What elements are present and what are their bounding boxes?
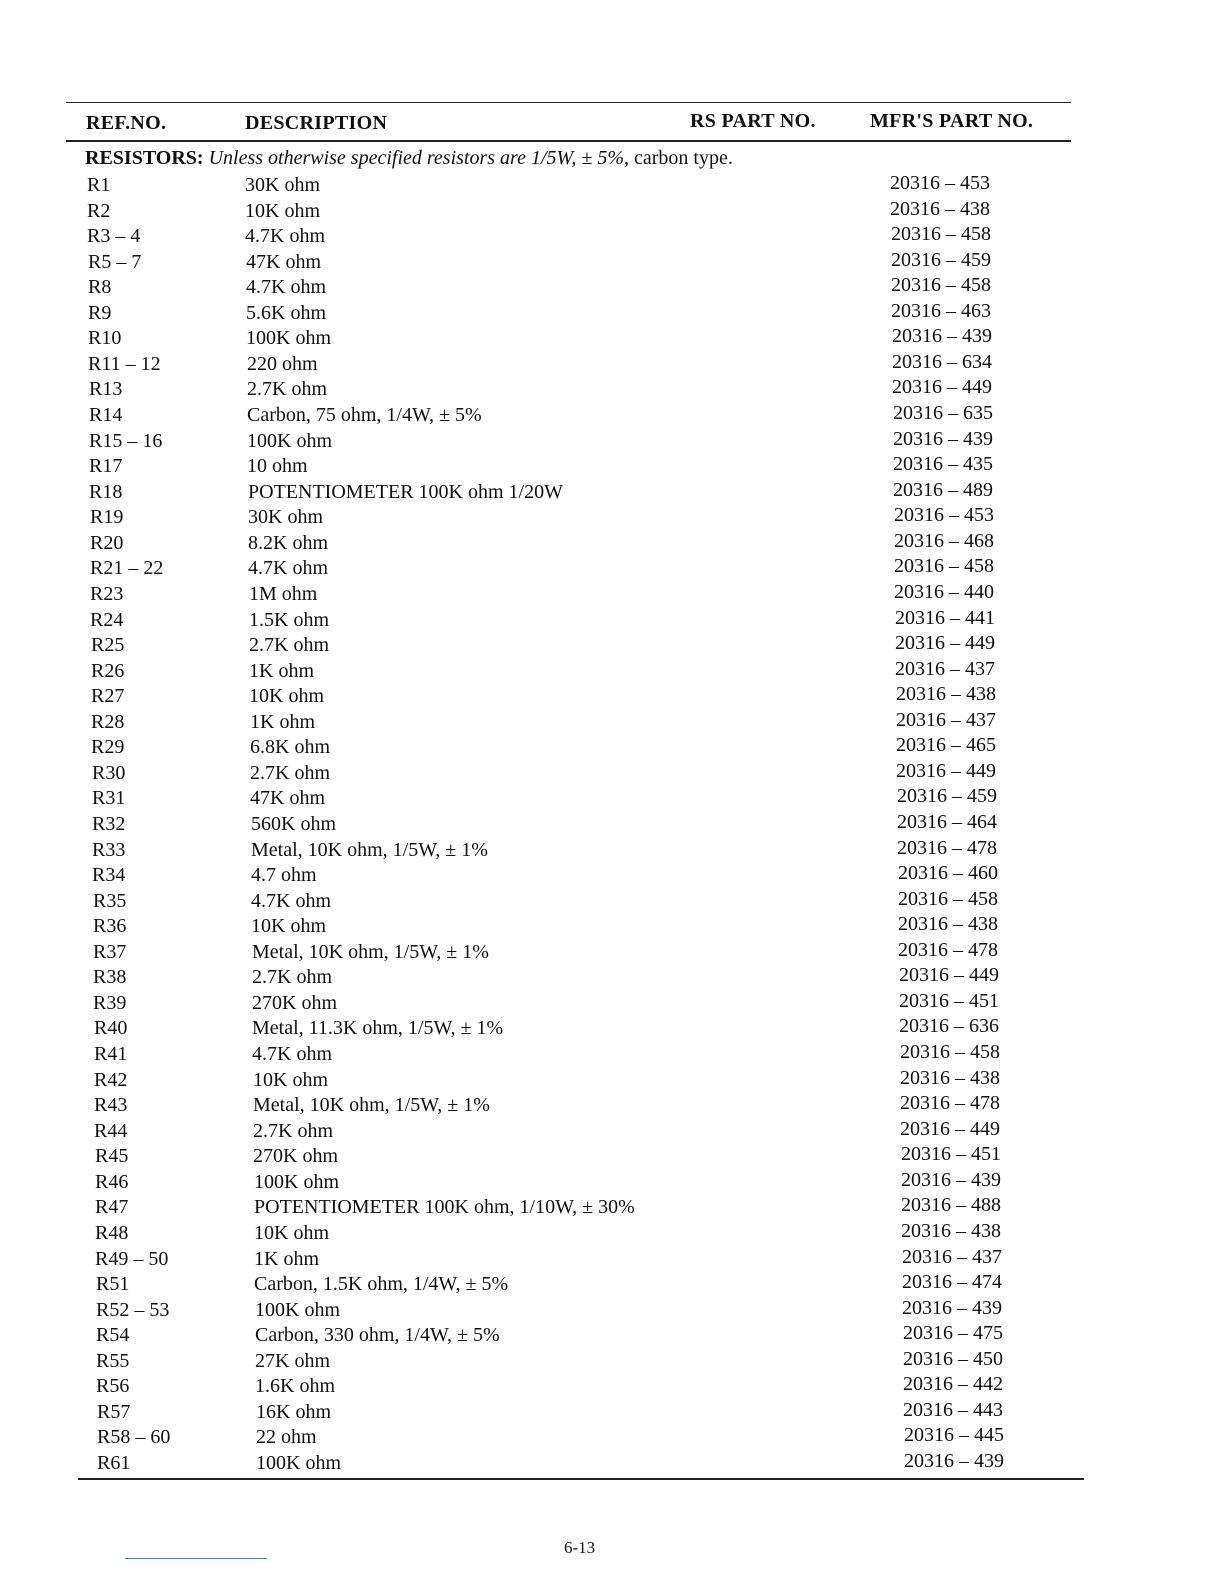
table-row (0, 941, 1224, 966)
ref-no-cell: R61 (97, 1452, 131, 1474)
description-cell: 100K ohm (255, 1299, 340, 1321)
mfr-part-no-cell: 20316 – 450 (903, 1348, 1003, 1370)
table-row (0, 200, 1224, 225)
mfr-part-no-cell: 20316 – 440 (894, 581, 994, 603)
ref-no-cell: R9 (88, 302, 112, 324)
description-cell: 27K ohm (255, 1350, 330, 1372)
ref-no-cell: R34 (92, 864, 126, 886)
mfr-part-no-cell: 20316 – 478 (900, 1092, 1000, 1114)
table-row (0, 609, 1224, 634)
description-cell: 100K ohm (247, 430, 332, 452)
table-row (0, 557, 1224, 582)
mfr-part-no-cell: 20316 – 458 (898, 888, 998, 910)
ref-no-cell: R18 (89, 481, 123, 503)
ref-no-cell: R58 – 60 (97, 1426, 171, 1448)
description-cell: 8.2K ohm (248, 532, 328, 554)
description-cell: 30K ohm (245, 174, 320, 196)
table-row (0, 890, 1224, 915)
description-cell: 4.7K ohm (252, 1043, 332, 1065)
table-row (0, 174, 1224, 199)
mfr-part-no-cell: 20316 – 438 (896, 683, 996, 705)
ref-no-cell: R48 (95, 1222, 129, 1244)
description-cell: 100K ohm (256, 1452, 341, 1474)
ref-no-cell: R41 (94, 1043, 128, 1065)
mfr-part-no-cell: 20316 – 459 (897, 785, 997, 807)
ref-no-cell: R23 (90, 583, 124, 605)
table-row (0, 992, 1224, 1017)
description-cell: 10K ohm (249, 685, 324, 707)
section-note: Unless otherwise specified resistors are 1/5W, ± 5%, (208, 147, 629, 169)
description-cell: 10K ohm (251, 915, 326, 937)
ref-no-cell: R17 (89, 455, 123, 477)
description-cell: Metal, 10K ohm, 1/5W, ± 1% (253, 1094, 490, 1116)
mfr-part-no-cell: 20316 – 439 (902, 1297, 1002, 1319)
ref-no-cell: R51 (96, 1273, 130, 1295)
mfr-part-no-cell: 20316 – 437 (896, 709, 996, 731)
mfr-part-no-cell: 20316 – 445 (904, 1424, 1004, 1446)
table-row (0, 966, 1224, 991)
column-header-rs-part-no: RS PART NO. (690, 110, 816, 132)
table-row (0, 634, 1224, 659)
mfr-part-no-cell: 20316 – 459 (891, 249, 991, 271)
mfr-part-no-cell: 20316 – 437 (895, 658, 995, 680)
description-cell: 4.7K ohm (251, 890, 331, 912)
ref-no-cell: R27 (91, 685, 125, 707)
description-cell: 6.8K ohm (250, 736, 330, 758)
description-cell: Carbon, 1.5K ohm, 1/4W, ± 5% (254, 1273, 509, 1295)
description-cell: 2.7K ohm (250, 762, 330, 784)
table-row (0, 1299, 1224, 1324)
description-cell: POTENTIOMETER 100K ohm 1/20W (248, 481, 563, 503)
description-cell: Metal, 10K ohm, 1/5W, ± 1% (251, 839, 488, 861)
ref-no-cell: R19 (90, 506, 124, 528)
mfr-part-no-cell: 20316 – 437 (902, 1246, 1002, 1268)
ref-no-cell: R42 (94, 1069, 128, 1091)
ref-no-cell: R30 (92, 762, 126, 784)
ref-no-cell: R49 – 50 (95, 1248, 169, 1270)
description-cell: 10K ohm (245, 200, 320, 222)
ref-no-cell: R52 – 53 (96, 1299, 170, 1321)
description-cell: 10K ohm (253, 1069, 328, 1091)
ref-no-cell: R8 (88, 276, 112, 298)
ref-no-cell: R45 (95, 1145, 129, 1167)
ref-no-cell: R26 (91, 660, 125, 682)
ref-no-cell: R56 (96, 1375, 130, 1397)
description-cell: Carbon, 75 ohm, 1/4W, ± 5% (247, 404, 482, 426)
mfr-part-no-cell: 20316 – 449 (892, 376, 992, 398)
table-row (0, 481, 1224, 506)
mfr-part-no-cell: 20316 – 439 (893, 428, 993, 450)
description-cell: 1.5K ohm (249, 609, 329, 631)
table-row (0, 1324, 1224, 1349)
mfr-part-no-cell: 20316 – 449 (900, 1118, 1000, 1140)
mfr-part-no-cell: 20316 – 441 (895, 607, 995, 629)
mfr-part-no-cell: 20316 – 439 (892, 325, 992, 347)
description-cell: 47K ohm (250, 787, 325, 809)
section-heading (85, 147, 733, 170)
ref-no-cell: R24 (90, 609, 124, 631)
table-row (0, 1350, 1224, 1375)
description-cell: 5.6K ohm (246, 302, 326, 324)
table-row (0, 1043, 1224, 1068)
table-row (0, 404, 1224, 429)
mfr-part-no-cell: 20316 – 478 (897, 837, 997, 859)
stray-mark (125, 1558, 267, 1559)
ref-no-cell: R39 (93, 992, 127, 1014)
ref-no-cell: R38 (93, 966, 127, 988)
mfr-part-no-cell: 20316 – 635 (893, 402, 993, 424)
mfr-part-no-cell: 20316 – 449 (895, 632, 995, 654)
ref-no-cell: R36 (93, 915, 127, 937)
column-header-mfr-part-no: MFR'S PART NO. (870, 110, 1034, 132)
table-row (0, 1171, 1224, 1196)
table-row (0, 506, 1224, 531)
table-row (0, 302, 1224, 327)
mfr-part-no-cell: 20316 – 449 (896, 760, 996, 782)
table-row (0, 532, 1224, 557)
description-cell: 10 ohm (247, 455, 308, 477)
table-row (0, 327, 1224, 352)
table-row (0, 864, 1224, 889)
table-row (0, 1452, 1224, 1477)
table-row (0, 839, 1224, 864)
description-cell: 4.7K ohm (246, 276, 326, 298)
table-row (0, 1145, 1224, 1170)
mfr-part-no-cell: 20316 – 463 (891, 300, 991, 322)
table-row (0, 711, 1224, 736)
mfr-part-no-cell: 20316 – 636 (899, 1015, 999, 1037)
ref-no-cell: R13 (89, 378, 123, 400)
table-row (0, 1094, 1224, 1119)
ref-no-cell: R20 (90, 532, 124, 554)
ref-no-cell: R10 (88, 327, 122, 349)
mfr-part-no-cell: 20316 – 468 (894, 530, 994, 552)
table-row (0, 455, 1224, 480)
ref-no-cell: R5 – 7 (88, 251, 142, 273)
mfr-part-no-cell: 20316 – 475 (903, 1322, 1003, 1344)
column-header-description: DESCRIPTION (245, 112, 388, 134)
ref-no-cell: R32 (92, 813, 126, 835)
description-cell: 4.7 ohm (251, 864, 317, 886)
description-cell: 2.7K ohm (253, 1120, 333, 1142)
ref-no-cell: R54 (96, 1324, 130, 1346)
table-row (0, 1196, 1224, 1221)
table-row (0, 1017, 1224, 1042)
description-cell: 1K ohm (249, 660, 314, 682)
ref-no-cell: R21 – 22 (90, 557, 164, 579)
section-note-tail: carbon type. (628, 147, 733, 169)
mfr-part-no-cell: 20316 – 438 (900, 1067, 1000, 1089)
section-label: RESISTORS: (85, 147, 204, 169)
mfr-part-no-cell: 20316 – 453 (894, 504, 994, 526)
column-header-ref-no: REF.NO. (86, 112, 167, 134)
description-cell: 1K ohm (254, 1248, 319, 1270)
description-cell: 16K ohm (256, 1401, 331, 1423)
table-row (0, 813, 1224, 838)
ref-no-cell: R55 (96, 1350, 130, 1372)
mfr-part-no-cell: 20316 – 474 (902, 1271, 1002, 1293)
top-rule (66, 102, 1071, 103)
mfr-part-no-cell: 20316 – 443 (903, 1399, 1003, 1421)
table-row (0, 251, 1224, 276)
description-cell: 270K ohm (253, 1145, 338, 1167)
mfr-part-no-cell: 20316 – 634 (892, 351, 992, 373)
ref-no-cell: R46 (95, 1171, 129, 1193)
mfr-part-no-cell: 20316 – 442 (903, 1373, 1003, 1395)
ref-no-cell: R2 (87, 200, 111, 222)
ref-no-cell: R28 (91, 711, 125, 733)
table-row (0, 583, 1224, 608)
mfr-part-no-cell: 20316 – 465 (896, 734, 996, 756)
description-cell: 22 ohm (256, 1426, 317, 1448)
ref-no-cell: R31 (92, 787, 126, 809)
description-cell: 10K ohm (254, 1222, 329, 1244)
bottom-rule (78, 1478, 1084, 1480)
mfr-part-no-cell: 20316 – 464 (897, 811, 997, 833)
description-cell: 220 ohm (247, 353, 318, 375)
mfr-part-no-cell: 20316 – 451 (899, 990, 999, 1012)
mfr-part-no-cell: 20316 – 458 (900, 1041, 1000, 1063)
table-row (0, 1375, 1224, 1400)
description-cell: Metal, 11.3K ohm, 1/5W, ± 1% (252, 1017, 504, 1039)
description-cell: 1.6K ohm (255, 1375, 335, 1397)
ref-no-cell: R44 (94, 1120, 128, 1142)
ref-no-cell: R25 (91, 634, 125, 656)
description-cell: 1M ohm (249, 583, 318, 605)
mfr-part-no-cell: 20316 – 478 (898, 939, 998, 961)
mfr-part-no-cell: 20316 – 438 (890, 198, 990, 220)
mfr-part-no-cell: 20316 – 438 (898, 913, 998, 935)
table-row (0, 915, 1224, 940)
description-cell: POTENTIOMETER 100K ohm, 1/10W, ± 30% (254, 1196, 635, 1218)
ref-no-cell: R14 (89, 404, 123, 426)
ref-no-cell: R35 (93, 890, 127, 912)
description-cell: 2.7K ohm (252, 966, 332, 988)
ref-no-cell: R43 (94, 1094, 128, 1116)
mfr-part-no-cell: 20316 – 435 (893, 453, 993, 475)
mfr-part-no-cell: 20316 – 458 (894, 555, 994, 577)
table-row (0, 736, 1224, 761)
mfr-part-no-cell: 20316 – 449 (899, 964, 999, 986)
ref-no-cell: R3 – 4 (87, 225, 141, 247)
ref-no-cell: R33 (92, 839, 126, 861)
mfr-part-no-cell: 20316 – 458 (891, 274, 991, 296)
table-row (0, 787, 1224, 812)
description-cell: 100K ohm (246, 327, 331, 349)
description-cell: 2.7K ohm (247, 378, 327, 400)
description-cell: Metal, 10K ohm, 1/5W, ± 1% (252, 941, 489, 963)
ref-no-cell: R11 – 12 (88, 353, 161, 375)
ref-no-cell: R40 (94, 1017, 128, 1039)
description-cell: 1K ohm (250, 711, 315, 733)
description-cell: 47K ohm (246, 251, 321, 273)
mfr-part-no-cell: 20316 – 439 (901, 1169, 1001, 1191)
table-row (0, 1222, 1224, 1247)
mfr-part-no-cell: 20316 – 438 (901, 1220, 1001, 1242)
mfr-part-no-cell: 20316 – 453 (890, 172, 990, 194)
ref-no-cell: R47 (95, 1196, 129, 1218)
table-row (0, 353, 1224, 378)
description-cell: 30K ohm (248, 506, 323, 528)
mfr-part-no-cell: 20316 – 488 (901, 1194, 1001, 1216)
table-row (0, 685, 1224, 710)
ref-no-cell: R29 (91, 736, 125, 758)
table-row (0, 225, 1224, 250)
table-row (0, 660, 1224, 685)
table-row (0, 378, 1224, 403)
mfr-part-no-cell: 20316 – 458 (891, 223, 991, 245)
table-row (0, 1120, 1224, 1145)
mfr-part-no-cell: 20316 – 451 (901, 1143, 1001, 1165)
header-rule (66, 140, 1071, 142)
description-cell: Carbon, 330 ohm, 1/4W, ± 5% (255, 1324, 500, 1346)
ref-no-cell: R57 (97, 1401, 131, 1423)
mfr-part-no-cell: 20316 – 460 (898, 862, 998, 884)
ref-no-cell: R37 (93, 941, 127, 963)
ref-no-cell: R1 (87, 174, 111, 196)
description-cell: 270K ohm (252, 992, 337, 1014)
table-row (0, 1069, 1224, 1094)
description-cell: 4.7K ohm (248, 557, 328, 579)
table-row (0, 762, 1224, 787)
table-row (0, 276, 1224, 301)
description-cell: 100K ohm (254, 1171, 339, 1193)
ref-no-cell: R15 – 16 (89, 430, 163, 452)
mfr-part-no-cell: 20316 – 439 (904, 1450, 1004, 1472)
table-row (0, 430, 1224, 455)
description-cell: 560K ohm (251, 813, 336, 835)
mfr-part-no-cell: 20316 – 489 (893, 479, 993, 501)
table-row (0, 1426, 1224, 1451)
table-row (0, 1248, 1224, 1273)
page-number: 6-13 (564, 1538, 596, 1557)
description-cell: 2.7K ohm (249, 634, 329, 656)
description-cell: 4.7K ohm (245, 225, 325, 247)
table-row (0, 1273, 1224, 1298)
table-row (0, 1401, 1224, 1426)
